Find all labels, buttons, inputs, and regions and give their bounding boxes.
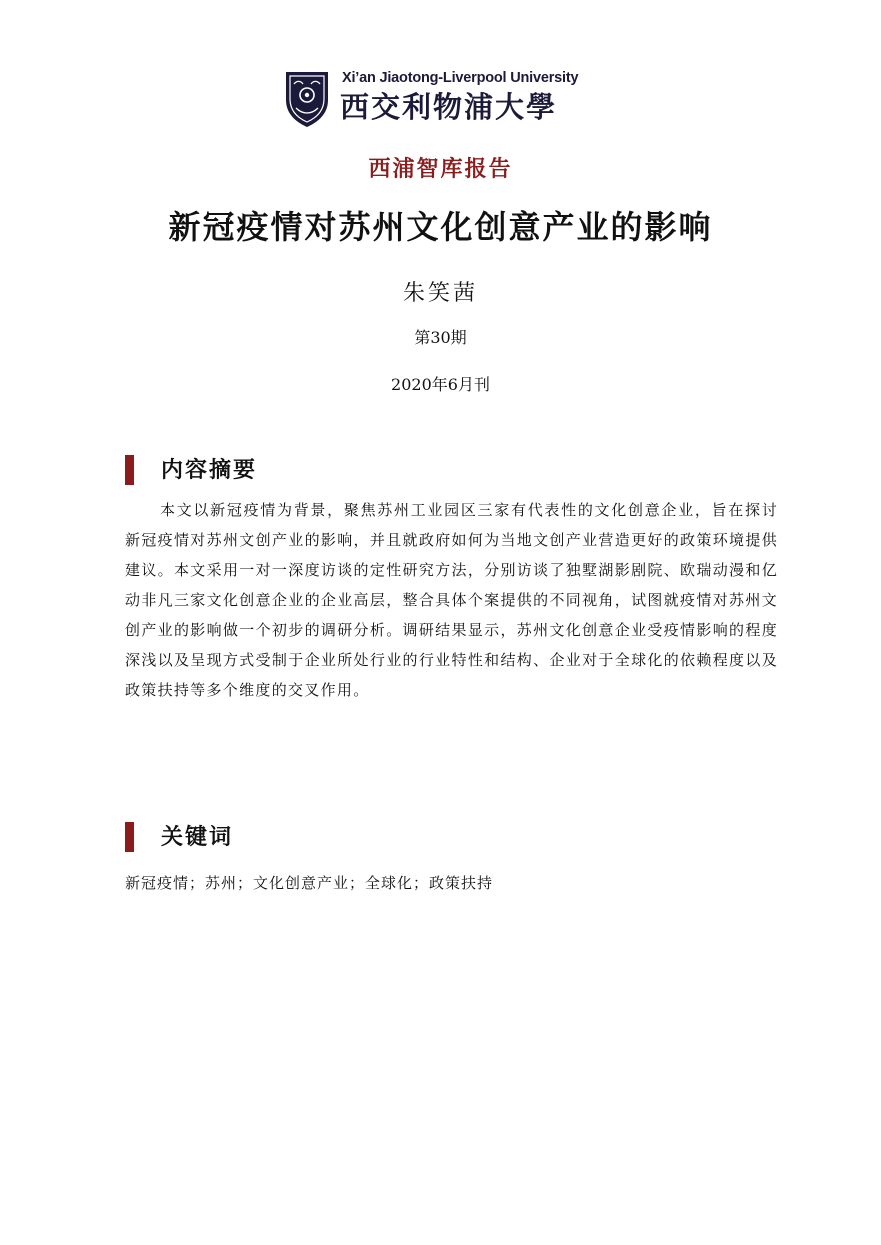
university-shield-icon	[284, 70, 330, 128]
issue-number: 第30期	[414, 328, 467, 347]
university-logo	[284, 68, 604, 130]
university-chinese-name: 西交利物浦大學	[340, 90, 558, 124]
report-title: 新冠疫情对苏州文化创意产业的影响	[168, 208, 713, 246]
keywords-list: 新冠疫情；苏州；文化创意产业；全球化；政策扶持	[125, 874, 494, 892]
publication-date: 2020年6月刊	[391, 375, 490, 394]
keywords-heading-text: 关键词	[161, 824, 234, 850]
keywords-heading-bar	[125, 822, 134, 852]
abstract-heading-bar	[125, 455, 134, 485]
abstract-heading-text: 内容摘要	[161, 457, 258, 483]
report-series-label: 西浦智库报告	[368, 156, 513, 182]
abstract-body: 本文以新冠疫情为背景，聚焦苏州工业园区三家有代表性的文化创意企业，旨在探讨新冠疫情对苏州文创产业的影响，并且就政府如何为当地文创产业营造更好的政策环境提供建议。本文采用一对一深度访谈的定性研究方法，分别访谈了独墅湖影剧院、欧瑞动漫和亿动非凡三家文化创意企业的企业高层，整合具体个案提供的不同视角，试图就疫情对苏州文创产业的影响做一个初步的调研分析。调研结果显示，苏州文化创意企业受疫情影响的程度深浅以及呈现方式受制于企业所处行业的行业特性和结构、企业对于全球化的依赖程度以及政策扶持等多个维度的交叉作用。	[125, 501, 778, 699]
author-name: 朱笑茜	[402, 281, 478, 306]
university-english-name: Xi’an Jiaotong-Liverpool University	[342, 70, 579, 86]
